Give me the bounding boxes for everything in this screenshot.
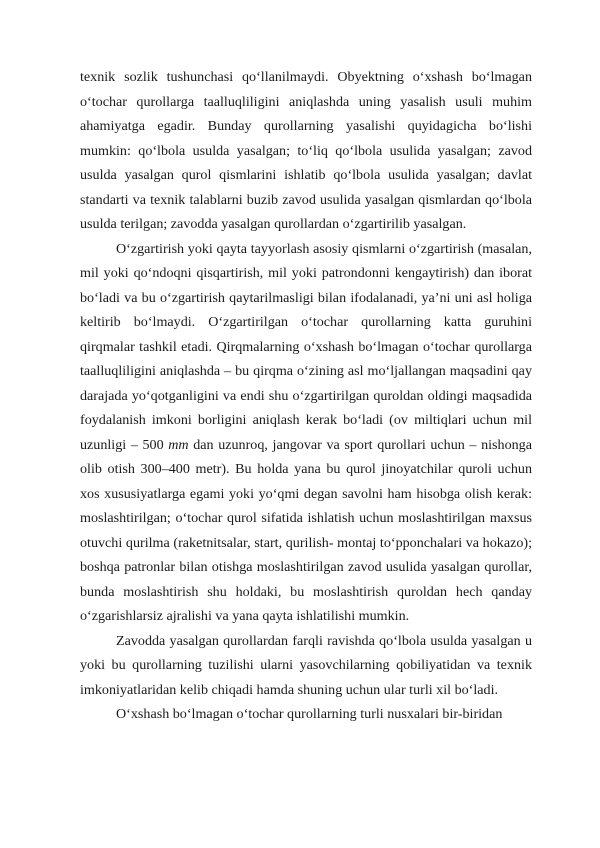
paragraph-2 [80,237,532,629]
paragraph-1-text: texnik sozlik tushunchasi qo‘llanilmaydi. Obyektning o‘xshash bo‘lmagan o‘tochar qurollarga taalluqliligini aniqlashda uning yasalish usuli muhim ahamiyatga egadir. Bunday qurollarning yasalishi quyidagicha bo‘lishi mumkin: qo‘lbola usulda yasalgan; to‘liq qo‘lbola usulida yasalgan; zavod usulda yasalgan qurol qismlarini ishlatib qo‘lbola usulida yasalgan; davlat standarti va texnik talablarni buzib zavod usulida yasalgan qismlardan qo‘lbola usulda terilgan; zavodda yasalgan qurollardan o‘zgartirilib yasalgan. [80,69,532,232]
body-text [80,65,532,727]
paragraph-4 [80,702,532,727]
paragraph-1 [80,65,532,237]
paragraph-4-text: O‘xshash bo‘lmagan o‘tochar qurollarning turli nusxalari bir-biridan [116,706,503,722]
unit-mm: mm [168,436,189,453]
paragraph-3-text: Zavodda yasalgan qurollardan farqli ravishda qo‘lbola usulda yasalgan u yoki bu qurollarning tuzilishi ularni yasovchilarning qobiliyatidan va texnik imkoniyatlaridan kelib chiqadi hamda shuning uchun ular turli xil bo‘ladi. [80,632,532,698]
paragraph-3 [80,629,532,703]
paragraph-2-text-b: dan uzunroq, jangovar va sport qurollari uchun – nishonga olib otish 300–400 metr). Bu holda yana bu qurol jinoyatchilar quroli uchun xos xususiyatlarga egami yoki yo‘qmi degan savolni ham hisobga olish kerak: moslashtirilgan; o‘tochar qurol sifatida ishlatish uchun moslashtirilgan maxsus otuvchi qurilma (raketnitsalar, start, qurilish- montaj to‘pponchalari va hokazo); boshqa patronlar bilan otishga moslashtirilgan zavod usulida yasalgan qurollar, bunda moslashtirish shu holdaki, bu moslashtirish quroldan hech qanday o‘zgarishlarsiz ajralishi va yana qayta ishlatilishi mumkin. [80,436,532,624]
paragraph-2-text-a: O‘zgartirish yoki qayta tayyorlash asosiy qismlarni o‘zgartirish (masalan, mil yoki qo‘ndoqni qisqartirish, mil yoki patrondonni kengaytirish) dan iborat bo‘ladi va bu o‘zgartirish qaytarilmasligi bilan ifodalanadi, ya’ni uni asl holiga keltirib bo‘lmaydi. O‘zgartirilgan o‘tochar qurollarning katta guruhini qirqmalar tashkil etadi. Qirqmalarning o‘xshash bo‘lmagan o‘tochar qurollarga taalluqliligini aniqlashda – bu qirqma o‘zining asl mo‘ljallangan maqsadini qay darajada yo‘qotganligini va endi shu o‘zgartirilgan quroldan oldingi maqsadida foydalanish imkoni borligini aniqlash kerak bo‘ladi (ov miltiqlari uchun mil uzunligi – 500 [80,240,532,453]
